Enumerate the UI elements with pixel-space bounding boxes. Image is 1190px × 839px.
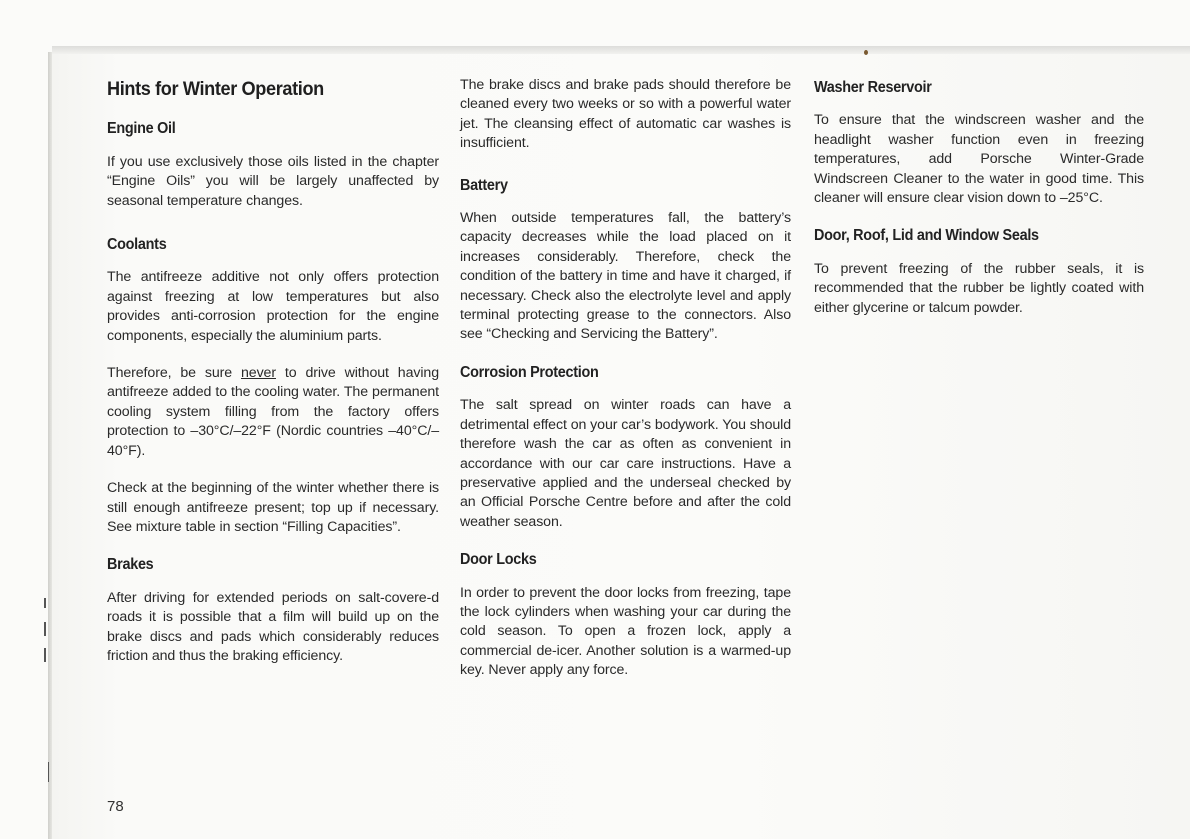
column-right [814, 76, 1144, 336]
section-washer-reservoir [814, 78, 1144, 208]
section-battery [460, 176, 791, 345]
emphasis-never: never [240, 365, 276, 382]
paragraph: If you use exclusively those oils listed in the chapter “Engine Oils” you will be largely unaffected by seasonal temperature changes. [107, 153, 439, 209]
paragraph: The antifreeze additive not only offers protection against freezing at low temperatures but also provides anti-corrosion protection for the engine components, especially the aluminium parts. [107, 269, 439, 344]
paragraph: Check at the beginning of the winter whether there is still enough antifreeze present; top up if necessary. See mixture table in section “Filling Capacities”. [107, 480, 439, 535]
column-left [107, 76, 439, 684]
heading-coolants: Coolants [107, 236, 167, 254]
section-corrosion-protection [460, 363, 791, 532]
margin-mark [44, 598, 46, 608]
heading-door-locks: Door Locks [460, 551, 537, 569]
heading-brakes: Brakes [107, 556, 154, 574]
section-engine-oil [107, 119, 439, 211]
margin-mark [44, 648, 46, 662]
column-middle [460, 76, 791, 699]
paragraph: The brake discs and brake pads should therefore be cleaned every two weeks or so with a powerful water jet. The cleansing effect of automatic car washes is insufficient. [460, 77, 791, 152]
heading-engine-oil: Engine Oil [107, 120, 176, 138]
paragraph: After driving for extended periods on salt-covere-d roads it is possible that a film will build up on the brake discs and pads which considerably reduces friction and thus the braking efficiency. [107, 589, 439, 664]
paragraph: The salt spread on winter roads can have a detrimental effect on your car’s bodywork. You should therefore wash the car as often as convenient in accordance with our car care instructions. Have a preservative applied and the underseal checked by an Official Porsche Centre before and after the cold weather season. [460, 397, 791, 530]
section-seals [814, 226, 1144, 318]
section-brakes [107, 555, 439, 666]
section-coolants [107, 235, 439, 537]
text-run: to drive without having antifreeze added to the cooling water. The permanent cooling system filling from the factory offers protection to –30°C/–22°F (Nordic countries –40°C/–40°F). [107, 365, 439, 459]
paper-fleck [864, 50, 868, 55]
page-title: Hints for Winter Operation [107, 78, 324, 100]
heading-battery: Battery [460, 176, 508, 194]
paragraph: To ensure that the windscreen washer and the headlight washer function even in freezing temperatures, add Porsche Winter-Grade Windscreen Cleaner to the water in good time. This cleaner will ensure clear vision down to –25°C. [814, 112, 1144, 207]
margin-mark [48, 762, 49, 782]
paragraph: When outside temperatures fall, the battery’s capacity decreases while the load placed on it increases considerably. Therefore, check the condition of the battery in time and have it charged, if necessary. Check also the electrolyte level and apply terminal protecting grease to the connectors. Also see “Checking and Servicing the Battery”. [460, 210, 791, 343]
page-top-shadow [52, 46, 1190, 54]
heading-seals: Door, Roof, Lid and Window Seals [814, 227, 1039, 245]
heading-corrosion-protection: Corrosion Protection [460, 363, 599, 381]
heading-washer-reservoir: Washer Reservoir [814, 79, 932, 96]
paragraph: In order to prevent the door locks from freezing, tape the lock cylinders when washing your car during the cold season. To open a frozen lock, apply a commercial de-icer. Another solution is a warmed-up key. Never apply any force. [460, 584, 791, 679]
page-number: 78 [107, 798, 124, 815]
paragraph: To prevent freezing of the rubber seals, it is recommended that the rubber be lightly coated with either glycerine or talcum powder. [814, 260, 1144, 316]
section-door-locks [460, 550, 791, 680]
margin-mark [44, 622, 46, 636]
text-run: Therefore, be sure [107, 365, 241, 382]
paragraph [107, 364, 439, 461]
